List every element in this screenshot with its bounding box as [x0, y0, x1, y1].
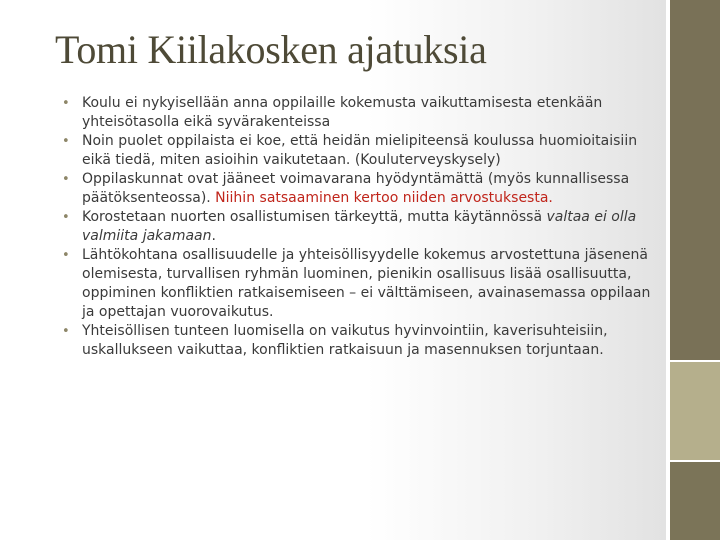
- slide-title: Tomi Kiilakosken ajatuksia: [55, 27, 487, 72]
- bullet-text: Oppilaskunnat ovat jääneet voimavarana hyödyntämättä (myös kunnallisessa päätöksenteossa).: [82, 171, 630, 206]
- decorative-sidebar: [666, 0, 720, 540]
- bullet-item: [60, 322, 660, 360]
- bullet-text: Koulu ei nykyisellään anna oppilaille kokemusta vaikuttamisesta etenkään yhteisötasolla eikä syvärakenteissa: [82, 95, 603, 130]
- bullet-item: [60, 94, 660, 132]
- bullet-text: Noin puolet oppilaista ei koe, että heidän mielipiteensä koulussa huomioitaisiin eikä tiedä, miten asioihin vaikutetaan. (Kouluterveyskysely): [82, 133, 638, 168]
- bullet-item: [60, 170, 660, 208]
- bullet-item: [60, 132, 660, 170]
- highlighted-text: Niihin satsaaminen kertoo niiden arvostuksesta.: [210, 190, 553, 206]
- bullet-list: [60, 94, 660, 360]
- bullet-item: [60, 246, 660, 322]
- bullet-text-tail: .: [211, 228, 216, 244]
- bullet-text: Lähtökohtana osallisuudelle ja yhteisöllisyydelle kokemus arvostettuna jäsenenä olemisesta, turvallisen ryhmän luominen, pienikin osallisuus lisää osallisuutta, oppiminen konfliktien ratkaisemiseen – ei välttämiseen, avainasemassa oppilaan ja opettajan vuorovaikutus.: [82, 247, 651, 320]
- emphasized-text: valtaa ei olla valmiita jakamaan: [82, 209, 637, 244]
- sidebar-bar-top: [670, 0, 720, 360]
- bullet-text: Yhteisöllisen tunteen luomisella on vaikutus hyvinvointiin, kaverisuhteisiin, uskallukseen vaikuttaa, konfliktien ratkaisuun ja masennuksen torjuntaan.: [82, 323, 608, 358]
- bullet-item: [60, 208, 660, 246]
- bullet-text: Korostetaan nuorten osallistumisen tärkeyttä, mutta käytännössä: [82, 209, 543, 225]
- sidebar-bar-middle: [670, 362, 720, 460]
- sidebar-bar-bottom: [670, 462, 720, 540]
